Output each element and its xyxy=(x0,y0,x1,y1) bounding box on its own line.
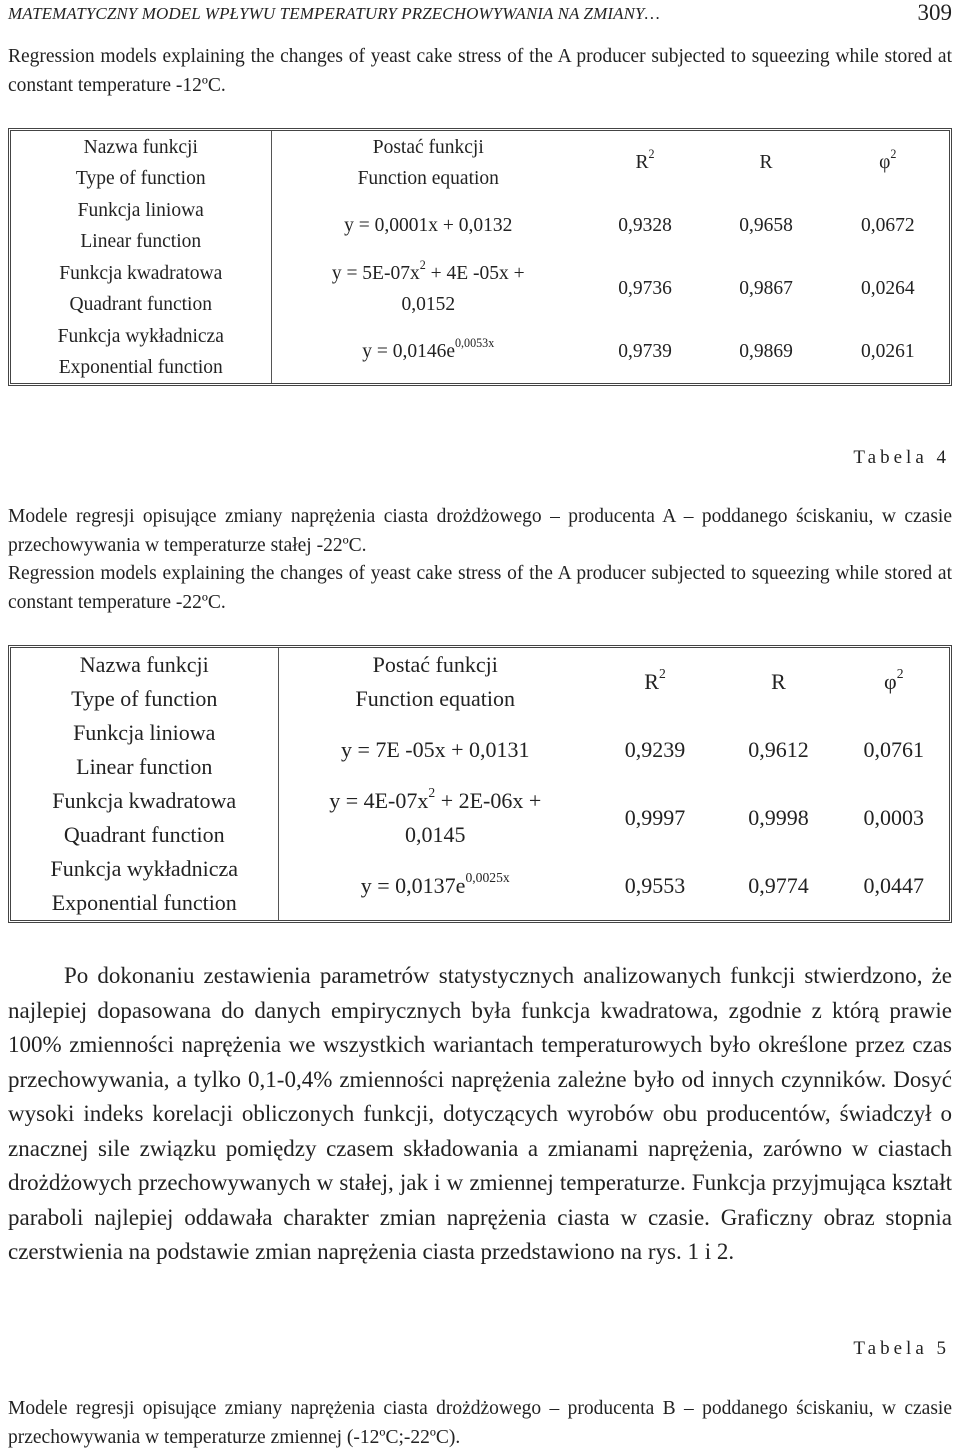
equation-exponent: 2 xyxy=(428,784,436,800)
phi2-cell: 0,0264 xyxy=(860,278,915,299)
function-name-pl: Funkcja kwadratowa xyxy=(59,262,223,284)
function-type-cell xyxy=(11,257,271,320)
equation-text: y = 0,0146e xyxy=(362,341,455,362)
r2-superscript: 2 xyxy=(648,147,655,162)
col-header-r2 xyxy=(592,648,718,716)
equation-cell xyxy=(278,784,592,852)
function-name-pl: Funkcja wykładnicza xyxy=(50,856,239,881)
function-type-cell xyxy=(11,716,278,784)
table5-label: Tabela 5 xyxy=(853,1338,950,1359)
table-header-row xyxy=(11,131,949,194)
regression-table-12c xyxy=(8,128,952,386)
function-type-cell xyxy=(11,784,278,852)
table4-label: Tabela 4 xyxy=(853,447,950,468)
function-type-cell xyxy=(11,194,271,257)
equation-cell xyxy=(271,194,585,257)
col-header-equation xyxy=(278,648,592,716)
r2-cell: 0,9553 xyxy=(624,873,686,898)
table5-caption-pl: Modele regresji opisujące zmiany naprężenia ciasta drożdżowego – producenta B – poddanego ściskaniu, w czasie przechowywania w temperaturze zmiennej (-12ºC;-22ºC). xyxy=(8,1398,952,1448)
r-cell: 0,9774 xyxy=(748,873,809,898)
r2-cell: 0,9736 xyxy=(618,278,672,299)
r-cell: 0,9998 xyxy=(748,805,809,830)
table-row xyxy=(11,257,949,320)
r2-symbol: R xyxy=(635,152,649,173)
equation-text: y = 5E-07x xyxy=(331,262,420,284)
table-row xyxy=(11,716,949,784)
regression-table-22c xyxy=(8,645,952,923)
r-cell: 0,9869 xyxy=(739,341,793,362)
r2-cell: 0,9739 xyxy=(618,341,672,362)
equation-line-2: 0,0145 xyxy=(405,822,466,847)
function-name-en: Quadrant function xyxy=(63,822,225,847)
equation-text: y = 7E -05x + 0,0131 xyxy=(340,737,530,762)
equation-cell xyxy=(271,320,585,383)
page-number: 309 xyxy=(917,0,952,25)
function-name-pl: Funkcja kwadratowa xyxy=(52,788,237,813)
col-header-eq-pl: Postać funkcji xyxy=(372,652,498,677)
equation-text: y = 0,0001x + 0,0132 xyxy=(344,215,513,236)
function-name-pl: Funkcja wykładnicza xyxy=(57,325,224,347)
equation-text: y = 4E-07x xyxy=(329,788,429,813)
table-row xyxy=(11,852,949,920)
col-header-eq-pl: Postać funkcji xyxy=(372,136,484,158)
r2-cell: 0,9239 xyxy=(624,737,686,762)
phi-superscript: 2 xyxy=(896,665,904,681)
col-header-name-pl: Nazwa funkcji xyxy=(79,652,209,677)
col-header-name-en: Type of function xyxy=(75,167,206,189)
equation-cell xyxy=(271,257,585,320)
phi-symbol: φ xyxy=(879,152,891,173)
equation-exponent: 0,0053x xyxy=(455,336,495,351)
col-header-name-en: Type of function xyxy=(71,686,218,711)
r2-cell: 0,9328 xyxy=(618,215,672,236)
equation-text-cont: + 4E -05x + xyxy=(425,262,525,284)
function-name-pl: Funkcja liniowa xyxy=(73,720,216,745)
function-name-pl: Funkcja liniowa xyxy=(77,199,204,221)
function-name-en: Linear function xyxy=(76,754,213,779)
function-name-en: Quadrant function xyxy=(69,293,212,315)
col-header-function-type xyxy=(11,131,271,194)
col-header-name-pl: Nazwa funkcji xyxy=(83,136,198,158)
r2-superscript: 2 xyxy=(658,665,666,681)
equation-line-2: 0,0152 xyxy=(401,293,456,315)
col-header-phi2 xyxy=(839,648,949,716)
function-type-cell xyxy=(11,852,278,920)
table-row xyxy=(11,320,949,383)
col-header-eq-en: Function equation xyxy=(355,686,515,711)
col-header-r: R xyxy=(759,152,773,173)
col-header-equation xyxy=(271,131,585,194)
col-header-eq-en: Function equation xyxy=(357,167,499,189)
function-name-en: Exponential function xyxy=(51,890,237,915)
phi2-cell: 0,0447 xyxy=(863,873,924,898)
running-header xyxy=(8,2,952,30)
r2-cell: 0,9997 xyxy=(624,805,686,830)
equation-exponent: 2 xyxy=(419,257,426,272)
col-header-r2 xyxy=(585,131,705,194)
phi-superscript: 2 xyxy=(890,147,897,162)
r2-symbol: R xyxy=(644,669,659,694)
table3-caption-en: Regression models explaining the changes of yeast cake stress of the A producer subjected to squeezing while stored at constant temperature -12ºC. xyxy=(8,46,952,96)
phi2-cell: 0,0261 xyxy=(860,341,915,362)
regression-table-body xyxy=(11,131,949,383)
table4-caption-pl: Modele regresji opisujące zmiany naprężenia ciasta drożdżowego – producenta A – poddanego ściskaniu, w czasie przechowywania w temperaturze stałej -22ºC. xyxy=(8,506,952,556)
r-cell: 0,9612 xyxy=(748,737,809,762)
table-row xyxy=(11,194,949,257)
body-paragraph: Po dokonaniu zestawienia parametrów statystycznych analizowanych funkcji stwierdzono, że najlepiej dopasowana do danych empirycznych była funkcja kwadratowa, zgodnie z którą prawie 100% zmienności naprężenia we wszystkich wariantach temperaturowych było określone przez czas przechowywania, a tylko 0,1-0,4% zmienności naprężenia zależne było od innych czynników. Dosyć wysoki indeks korelacji obliczonych funkcji, dotyczących wyrobów obu producentów, świadczył o znacznej sile związku pomiędzy czasem składowania a zmianami naprężenia, zarówno w ciastach drożdżowych przechowywanych w stałej, jak i w zmiennej temperaturze. Funkcja przyjmująca kształt paraboli najlepiej oddawała charakter zmian naprężenia ciasta w czasie. Graficzny obraz stopnia czerstwienia na podstawie zmian naprężenia ciasta przedstawiono na rys. 1 i 2. xyxy=(8,963,952,1264)
equation-line-1 xyxy=(279,784,593,818)
function-name-en: Exponential function xyxy=(58,356,223,378)
equation-cell xyxy=(278,716,592,784)
table4-caption-en: Regression models explaining the changes of yeast cake stress of the A producer subjected to squeezing while stored at constant temperature -22ºC. xyxy=(8,563,952,613)
col-header-function-type xyxy=(11,648,278,716)
r-cell: 0,9867 xyxy=(739,278,793,299)
r-cell: 0,9658 xyxy=(739,215,793,236)
phi2-cell: 0,0672 xyxy=(860,215,915,236)
phi2-cell: 0,0761 xyxy=(863,737,924,762)
function-name-en: Linear function xyxy=(80,230,202,252)
regression-table-body xyxy=(11,648,949,920)
running-header-title: MATEMATYCZNY MODEL WPŁYWU TEMPERATURY PRZECHOWYWANIA NA ZMIANY… xyxy=(8,4,660,23)
function-type-cell xyxy=(11,320,271,383)
equation-line-1 xyxy=(272,258,586,289)
table-row xyxy=(11,784,949,852)
equation-cell xyxy=(278,852,592,920)
phi2-cell: 0,0003 xyxy=(863,805,924,830)
table-header-row xyxy=(11,648,949,716)
equation-exponent: 0,0025x xyxy=(465,869,510,885)
equation-text-cont: + 2E-06x + xyxy=(435,788,542,813)
col-header-phi2 xyxy=(827,131,949,194)
equation-text: y = 0,0137e xyxy=(360,873,466,898)
phi-symbol: φ xyxy=(883,669,897,694)
col-header-r: R xyxy=(771,669,786,694)
